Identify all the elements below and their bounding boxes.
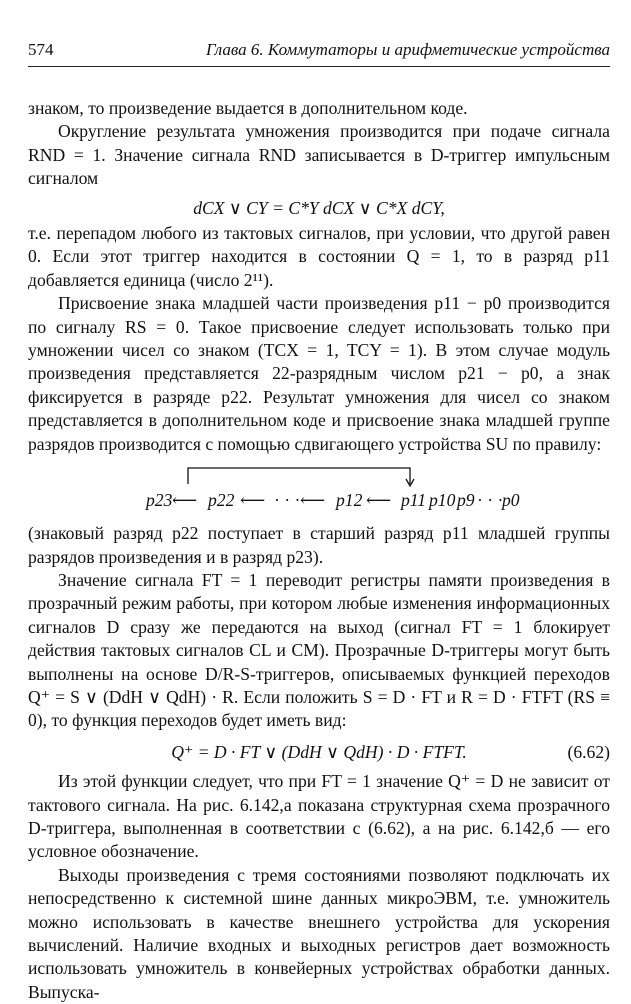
paragraph-6: Значение сигнала FT = 1 переводит регистры памяти произведения в прозрачный режим работы, при котором любые изменения информационных сигналов D сразу же передаются на выход (сигнал FT = 1 блокирует действия тактовых сигналов CL и CM). Прозрачные D-триггеры могут быть выполнены на основе D/R-S-триггеров, описываемых функцией переходов Q⁺ = S ∨ (DdH ∨ QdH) · R. Если положить S = D · FT и R = D · FTFT (RS ≡ 0), то функция переходов будет иметь вид: (28, 569, 610, 731)
paragraph-8: Выходы произведения с тремя состояниями позволяют подключать их непосредственно к системной шине данных микроЭВМ, т.е. умножитель можно использовать в качестве внешнего устройства для ускорения вычислений. Наличие входных и выходных регистров дает возможность использовать умножитель в конвейерных устройствах обработки данных. Выпуска- (28, 864, 610, 1002)
paragraph-7: Из этой функции следует, что при FT = 1 значение Q⁺ = D не зависит от тактового сигнала. На рис. 6.142,а показана структурная схема прозрачного D-триггера, выполненная в соответствии с (6.62), а на рис. 6.142,б — его условное обозначение. (28, 771, 610, 862)
term-p23: p23 (146, 490, 173, 511)
paragraph-2: Округление результата умножения производится при подаче сигнала RND = 1. Значение сигнала RND записывается в D-триггер импульсным сигналом (28, 121, 610, 189)
term-dots-2: · · · (477, 490, 504, 511)
equation-number: (6.62) (567, 741, 610, 762)
term-p11: p11 (401, 490, 427, 511)
term-dots-1: · · · (274, 490, 301, 511)
equation-6-62 (28, 741, 610, 764)
term-p22: p22 (208, 490, 235, 511)
paragraph-3: т.е. перепадом любого из тактовых сигналов, при условии, что другой равен 0. Если этот триггер находится в состоянии Q = 1, то в разряд p11 добавляется единица (число 2¹¹). (28, 223, 610, 290)
chapter-title: Глава 6. Коммутаторы и арифметические устройства (206, 40, 610, 59)
arrow-1: ⟵ (172, 490, 198, 511)
bracket-line (188, 468, 410, 484)
arrow-2: ⟵ (240, 490, 266, 511)
term-p9: p9 (457, 490, 475, 511)
header-rule (28, 66, 610, 67)
transition-formula: Q⁺ = D · FT ∨ (DdH ∨ QdH) · D · FTFT. (171, 741, 467, 762)
shift-rule-svg (28, 462, 610, 514)
term-p12: p12 (336, 490, 363, 511)
page-number: 574 (28, 40, 54, 59)
term-p0: p0 (502, 490, 520, 511)
term-p10: p10 (429, 490, 456, 511)
paragraph-4: Присвоение знака младшей части произведения p11 − p0 производится по сигналу RS = 0. Такое присвоение следует использовать только при умножении чисел со знаком (TCX = 1, TCY = 1). В этом случае модуль произведения представляется 22-разрядным числом p21 − p0, а знак фиксируется в разряде p22. Результат умножения для чисел со знаком представляется в дополнительном коде и присвоение знака младшей группе разрядов производится с помощью сдвигающего устройства SU по правилу: (28, 293, 610, 454)
formula-rnd-signal: dCX ∨ CY = C*Y dCX ∨ C*X dCY, (193, 197, 445, 218)
paragraph-1: знаком, то произведение выдается в дополнительном коде. (28, 98, 468, 118)
arrow-4: ⟵ (366, 490, 392, 511)
shift-rule-diagram (28, 462, 610, 514)
paragraph-5: (знаковый разряд p22 поступает в старший разряд p11 младшей группы разрядов произведения и в разряд p23). (28, 523, 610, 567)
arrow-3: ⟵ (300, 490, 326, 511)
page-body (28, 97, 610, 1004)
